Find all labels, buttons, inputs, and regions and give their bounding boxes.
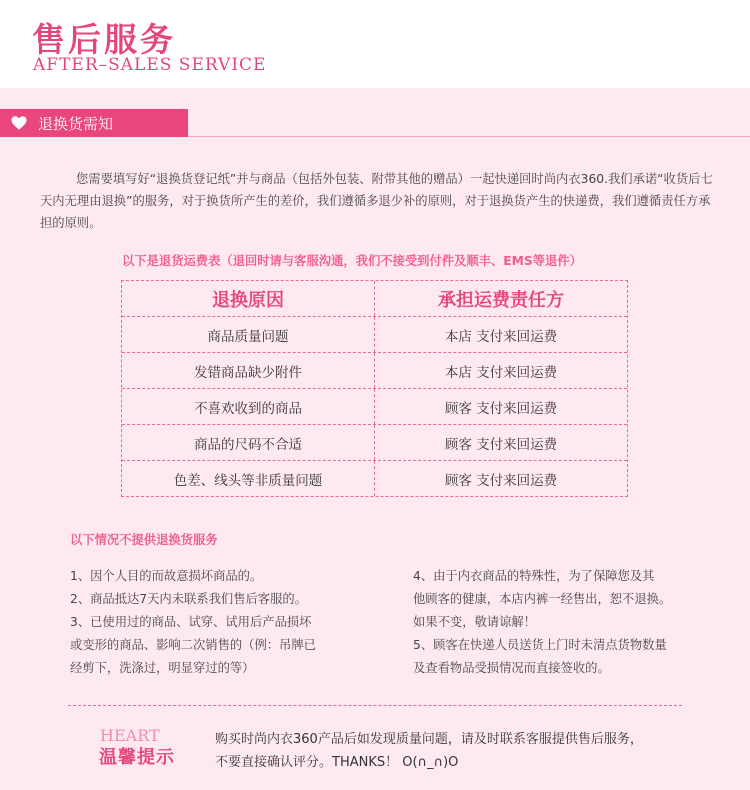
list-item: 经剪下，洗涤过，明显穿过的等） — [70, 661, 255, 675]
table-cell: 顾客 支付来回运费 — [444, 400, 558, 417]
table-cell: 顾客 支付来回运费 — [444, 472, 558, 489]
list-item: 或变形的商品、影响二次销售的（例：吊牌已 — [70, 638, 316, 652]
section-title: 退换货需知 — [38, 115, 114, 133]
list-item: 如果不变，敬请谅解！ — [413, 615, 536, 629]
section-header — [0, 109, 188, 137]
table-row — [122, 424, 627, 460]
list-item: 4、由于内衣商品的特殊性，为了保障您及其 — [413, 569, 655, 583]
table-cell: 商品的尺码不合适 — [122, 425, 375, 460]
table-row — [122, 352, 627, 388]
intro-paragraph: 您需要填写好“退换货登记纸”并与商品（包括外包装、附带其他的赠品）一起快递回时尚内衣360.我们承诺“收货后七天内无理由退换”的服务，对于换货所产生的差价，我们遵循多退少补的原则，对于退换货产生的快递费，我们遵循责任方承担的原则。 — [40, 172, 713, 230]
no-service-title: 以下情况不提供退换货服务 — [70, 533, 218, 547]
table-row — [122, 316, 627, 352]
table-cell: 商品质量问题 — [122, 317, 375, 352]
list-item: 5、顾客在快递人员送货上门时未清点货物数量 — [413, 638, 667, 652]
list-item: 他顾客的健康，本店内裤一经售出，恕不退换。 — [413, 592, 672, 606]
page-header — [0, 0, 750, 88]
list-item: 及查看物品受损情况而直接签收的。 — [413, 661, 610, 675]
divider — [188, 136, 750, 137]
heart-icon — [10, 114, 28, 132]
table-cell: 本店 支付来回运费 — [444, 364, 558, 381]
column-header: 退换原因 — [122, 281, 375, 316]
tip-label: 温馨提示 — [99, 747, 175, 768]
table-cell: 顾客 支付来回运费 — [444, 436, 558, 453]
column-header: 承担运费责任方 — [438, 289, 564, 311]
tip-line: 不要直接确认评分。THANKS！ O(∩_∩)O — [215, 755, 459, 770]
list-item: 2、商品抵达7天内未联系我们售后客服的。 — [70, 592, 307, 606]
tip-text — [215, 728, 685, 774]
table-row — [122, 388, 627, 424]
table-cell: 色差、线头等非质量问题 — [122, 461, 375, 496]
page-subtitle: AFTER–SALES SERVICE — [33, 55, 267, 75]
table-header-row — [122, 281, 627, 316]
table-caption: 以下是退货运费表（退回时请与客服沟通，我们不接受到付件及顺丰、EMS等退件） — [122, 254, 582, 268]
dashed-divider — [68, 705, 682, 706]
tip-line: 购买时尚内衣360产品后如发现质量问题，请及时联系客服提供售后服务， — [215, 732, 643, 747]
shipping-fee-table — [121, 280, 628, 497]
table-cell: 不喜欢收到的商品 — [122, 389, 375, 424]
list-item: 1、因个人目的而故意损坏商品的。 — [70, 569, 263, 583]
no-service-list-left — [70, 565, 340, 680]
tip-label-en: HEART — [100, 726, 160, 745]
main-content — [0, 88, 750, 790]
table-row — [122, 460, 627, 496]
list-item: 3、已使用过的商品、试穿、试用后产品损坏 — [70, 615, 312, 629]
table-cell: 发错商品缺少附件 — [122, 353, 375, 388]
no-service-list-right — [413, 565, 703, 680]
page-title: 售后服务 — [32, 20, 176, 59]
table-cell: 本店 支付来回运费 — [444, 328, 558, 345]
